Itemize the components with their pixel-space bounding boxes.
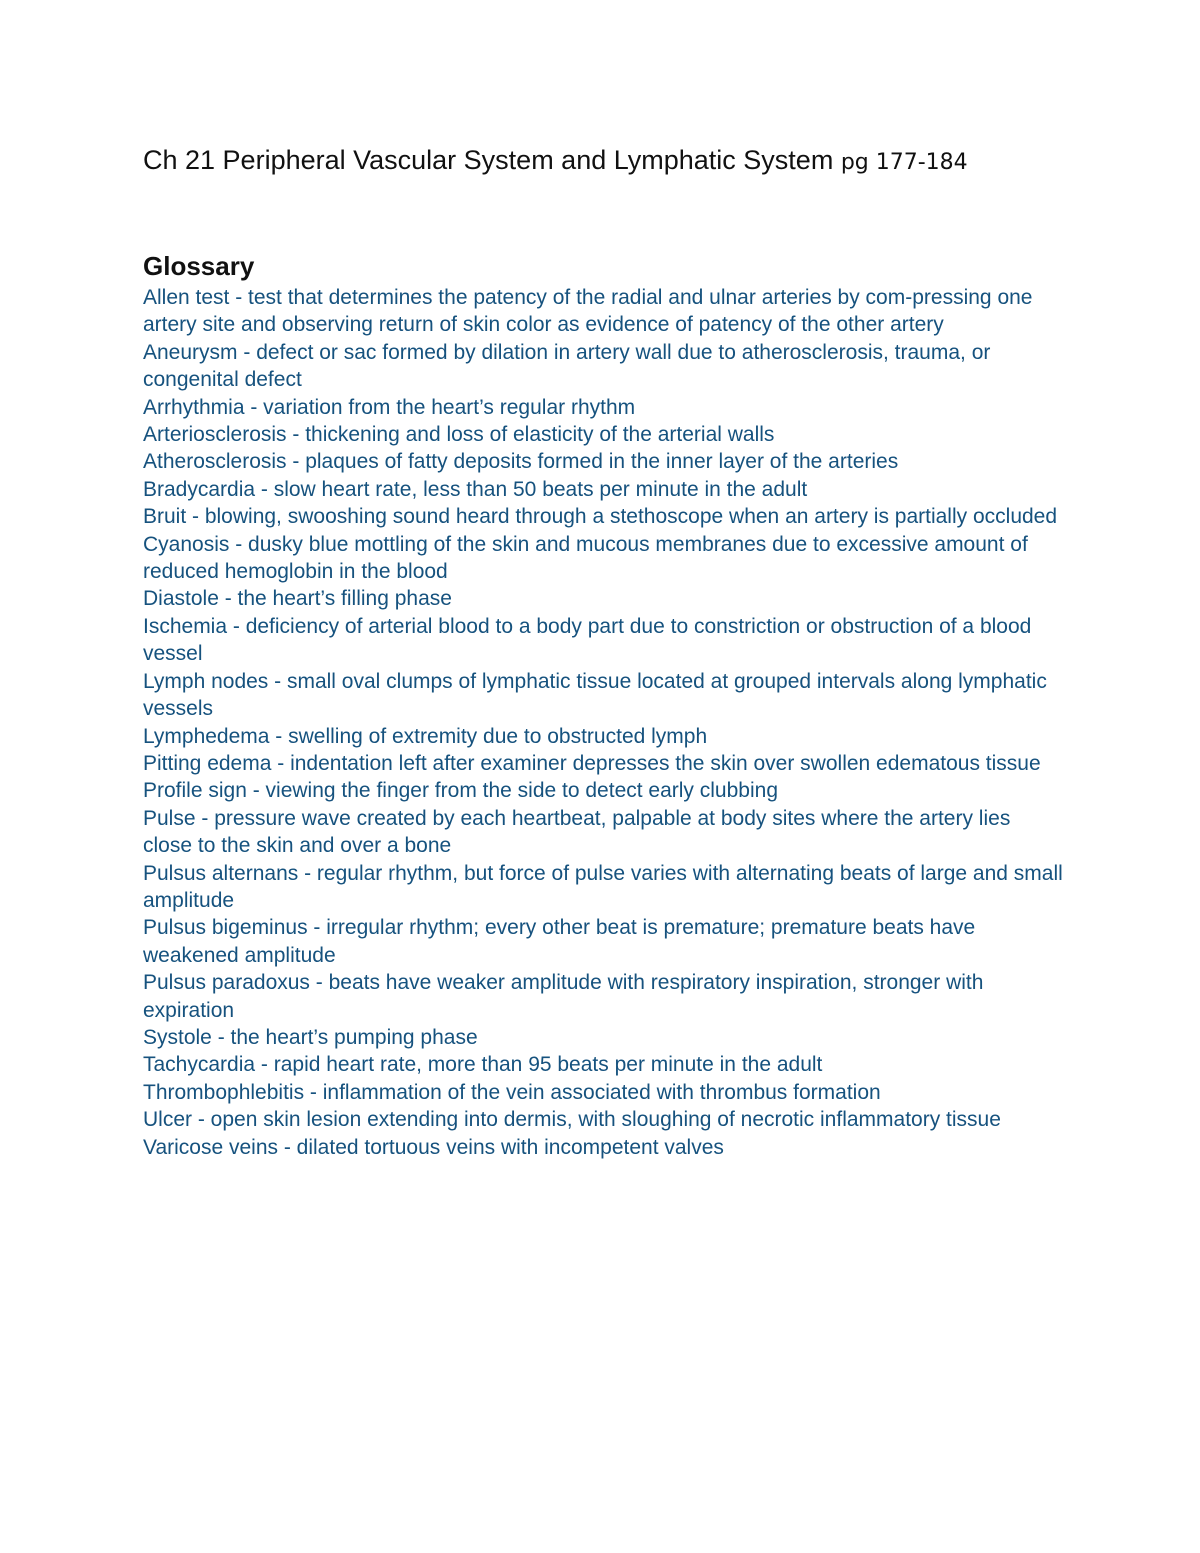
glossary-entry: Aneurysm - defect or sac formed by dilation in artery wall due to atherosclerosis, trauma, or congenital defect: [143, 340, 991, 392]
glossary-entry: Pulsus alternans - regular rhythm, but force of pulse varies with alternating beats of large and small amplitude: [143, 861, 1063, 912]
glossary-entry: Ulcer - open skin lesion extending into dermis, with sloughing of necrotic inflammatory tissue: [143, 1108, 1001, 1132]
glossary-entry: Arrhythmia - variation from the heart’s regular rhythm: [143, 395, 636, 419]
glossary-entry: Pitting edema - indentation left after examiner depresses the skin over swollen edematous tissue: [143, 751, 1041, 775]
glossary-entry: Lymph nodes - small oval clumps of lymphatic tissue located at grouped intervals along lymphatic vessels: [143, 669, 1047, 721]
glossary-list: [143, 284, 1063, 1161]
glossary-entry: Tachycardia - rapid heart rate, more than 95 beats per minute in the adult: [143, 1053, 823, 1077]
glossary-entry: Lymphedema - swelling of extremity due to obstructed lymph: [143, 724, 708, 748]
glossary-entry: Cyanosis - dusky blue mottling of the skin and mucous membranes due to excessive amount of reduced hemoglobin in the blood: [143, 532, 1028, 584]
glossary-entry: Atherosclerosis - plaques of fatty deposits formed in the inner layer of the arteries: [143, 450, 899, 474]
glossary-entry: Bruit - blowing, swooshing sound heard through a stethoscope when an artery is partially occluded: [143, 505, 1058, 529]
glossary-entry: Arteriosclerosis - thickening and loss of elasticity of the arterial walls: [143, 423, 775, 447]
title-text: Ch 21 Peripheral Vascular System and Lymphatic System: [143, 145, 841, 175]
glossary-entry: Bradycardia - slow heart rate, less than 50 beats per minute in the adult: [143, 477, 808, 501]
glossary-entry: Profile sign - viewing the finger from the side to detect early clubbing: [143, 779, 778, 803]
glossary-entry: Systole - the heart’s pumping phase: [143, 1025, 478, 1049]
glossary-heading: Glossary: [143, 251, 255, 281]
glossary-entry: Pulsus paradoxus - beats have weaker amplitude with respiratory inspiration, stronger with expiration: [143, 971, 984, 1022]
glossary-entry: Ischemia - deficiency of arterial blood to a body part due to constriction or obstruction of a blood vessel: [143, 614, 1032, 666]
glossary-entry: Thrombophlebitis - inflammation of the vein associated with thrombus formation: [143, 1080, 881, 1104]
glossary-entry: Diastole - the heart’s filling phase: [143, 587, 452, 611]
glossary-entry: Allen test - test that determines the patency of the radial and ulnar arteries by com-pressing one artery site and observing return of skin color as evidence of patency of the other artery: [143, 286, 1033, 337]
glossary-entry: Varicose veins - dilated tortuous veins with incompetent valves: [143, 1135, 724, 1159]
title-page-range: pg 177-184: [840, 150, 968, 175]
page-title: [143, 140, 1103, 183]
glossary-entry: Pulsus bigeminus - irregular rhythm; every other beat is premature; premature beats have weakened amplitude: [143, 916, 976, 967]
glossary-entry: Pulse - pressure wave created by each heartbeat, palpable at body sites where the artery lies close to the skin and over a bone: [143, 806, 1011, 858]
